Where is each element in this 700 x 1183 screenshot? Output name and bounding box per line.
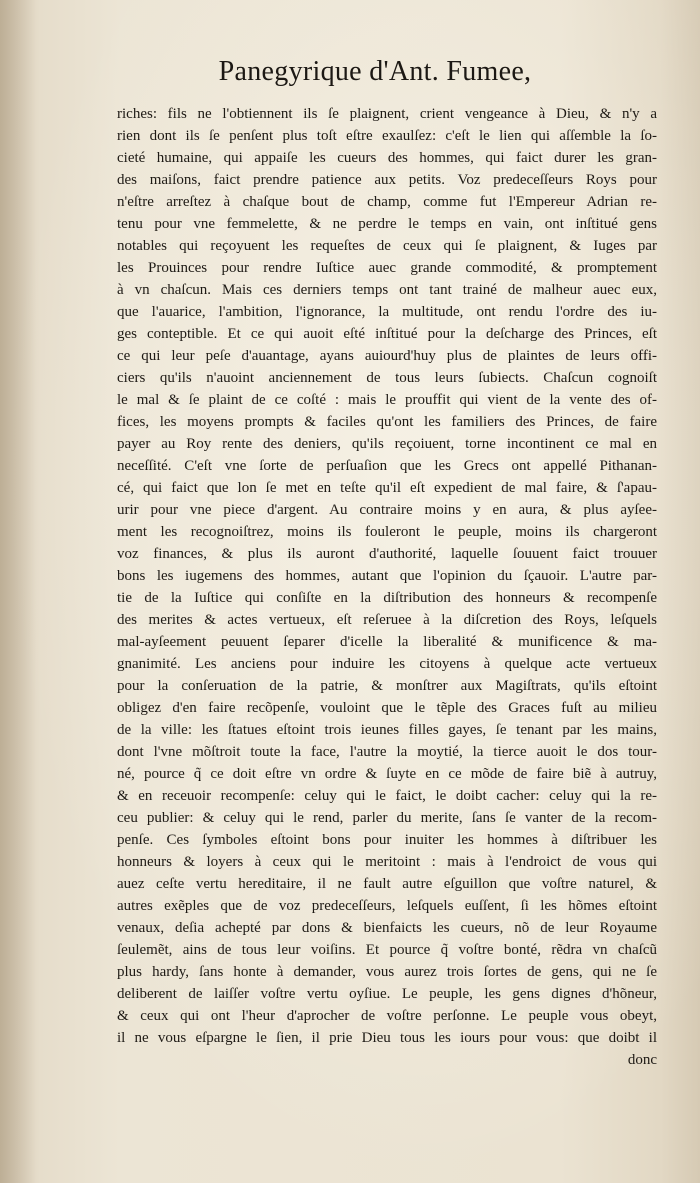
text-line: ceu publier: & celuy qui le rend, parler du merite, ſans ſe vanter de la recom-	[117, 810, 657, 826]
text-line: neceſſité. C'eſt vne ſorte de perſuaſion que les Grecs ont appellé Pithanan-	[117, 458, 657, 474]
text-line: mal-ayſeement peuuent ſeparer d'icelle la liberalité & munificence & ma-	[117, 634, 657, 650]
text-line: payer au Roy rente des deniers, qu'ils reçoiuent, torne incontinent ce mal en	[117, 436, 657, 452]
text-line: bons les iugemens des hommes, autant que l'opinion du ſçauoir. L'autre par-	[117, 568, 657, 584]
text-line: les Prouinces pour rendre Iuſtice auec grande commodité, & promptement	[117, 260, 657, 276]
running-head: Panegyrique d'Ant. Fumee,	[218, 56, 532, 87]
text-line: fices, les moyens prompts & faciles qu'ont les familiers des Princes, de faire	[117, 414, 657, 430]
text-line: penſe. Ces ſymboles eſtoint bons pour inuiter les hommes à diſtribuer les	[117, 832, 657, 848]
text-line: gnanimité. Les anciens pour induire les citoyens à quelque acte vertueux	[117, 656, 657, 672]
text-line: tie de la Iuſtice qui conſiſte en la diſtribution des honneurs & recompenſe	[117, 590, 657, 606]
text-line: ges conteptible. Et ce qui auoit eſté inſtitué pour la deſcharge des Princes, eſt	[117, 326, 657, 342]
text-line: cieté humaine, qui appaiſe les cueurs des hommes, qui faict durer les gran-	[117, 150, 657, 166]
text-line: rien dont ils ſe penſent plus toſt eſtre exaulſez: c'eſt le lien qui aſſemble la ſo-	[117, 128, 657, 144]
text-line: le mal & ſe plaint de ce coſté : mais le prouffit qui vient de la vente des of-	[117, 392, 657, 408]
text-line: plus hardy, ſans honte à demander, vous aurez trois ſortes de gens, qui ne ſe	[117, 964, 657, 980]
page-edge-shadow	[0, 0, 36, 1183]
text-line: riches: fils ne l'obtiennent ils ſe plaignent, crient vengeance à Dieu, & n'y a	[117, 106, 657, 122]
text-line: venaux, deſia achepté par dons & bienfaicts les cueurs, nõ de leur Royaume	[117, 920, 657, 936]
text-line: de la ville: les ſtatues eſtoint trois ieunes filles gayes, ſe tenant par les mains,	[117, 722, 657, 738]
text-line: notables qui reçoyuent les requeſtes de ceux qui ſe plaignent, & Iuges par	[117, 238, 657, 254]
text-line: ſeulemẽt, ains de tous leur voiſins. Et pource q̃ voſtre bonté, rẽdra vn chaſcũ	[117, 942, 657, 958]
text-line: ce qui leur peſe d'auantage, ayans auiourd'huy plus de plaintes de leurs offi-	[117, 348, 657, 364]
text-line: pour la conſeruation de la patrie, & monſtrer aux Magiſtrats, qu'ils eſtoint	[117, 678, 657, 694]
text-line: honneurs & loyers à ceux qui le meritoint : mais à l'endroict de vous qui	[117, 854, 657, 870]
text-line: cé, qui faict que lon ſe met en teſte qu'il eſt expedient de mal faire, & ſ'apau-	[117, 480, 657, 496]
text-line: urir pour vne piece d'argent. Au contraire moins y en aura, & plus ayſee-	[117, 502, 657, 518]
text-line: ment les recognoiſtrez, moins ils fouleront le peuple, moins ils chargeront	[117, 524, 657, 540]
text-line: & ceux qui ont l'heur d'aprocher de voſtre perſonne. Le peuple vous obeyt,	[117, 1008, 657, 1024]
text-line: auez ceſte vertu hereditaire, il ne fault autre eſguillon que voſtre naturel, &	[117, 876, 657, 892]
text-line: des maiſons, faict prendre patience aux petits. Voz predeceſſeurs Roys pour	[117, 172, 657, 188]
text-line: il ne vous eſpargne le ſien, il prie Dieu tous les iours pour vous: que doibt il	[117, 1030, 657, 1046]
text-line: dont l'vne mõſtroit toute la face, l'autre la moytié, la tierce auoit le dos tour-	[117, 744, 657, 760]
text-line: voz finances, & plus ils auront d'authorité, laquelle ſouuent faict trouuer	[117, 546, 657, 562]
text-line: tenu pour vne femmelette, & ne perdre le temps en vain, ont inſtitué gens	[117, 216, 657, 232]
text-line: à vn chaſcun. Mais ces derniers temps ont tant trainé de malheur auec eux,	[117, 282, 657, 298]
text-line: des merites & actes vertueux, eſt reſeruee à la diſcretion des Roys, leſquels	[117, 612, 657, 628]
text-line: n'eſtre arreſtez à chaſque bout de champ, comme fut l'Empereur Adrian re-	[117, 194, 657, 210]
body-text	[117, 103, 657, 1071]
catchword: donc	[627, 1052, 657, 1068]
text-line: autres exẽples que de voz predeceſſeurs, leſquels euſſent, ſi les hõmes eſtoint	[117, 898, 657, 914]
text-line: né, pource q̃ ce doit eſtre vn ordre & ſuyte en ce mõde de faire biẽ à autruy,	[117, 766, 657, 782]
text-line: obligez d'en faire recõpenſe, vouloint que le tẽple des Graces fuſt au milieu	[117, 700, 657, 716]
text-line: ciers qu'ils n'auoint anciennement de tous leurs ſubiects. Chaſcun cognoiſt	[117, 370, 657, 386]
text-line: & en receuoir recompenſe: celuy qui le faict, le doibt cacher: celuy qui la re-	[117, 788, 657, 804]
text-line: deliberent de laiſſer voſtre vertu oyſiue. Le peuple, les gens dignes d'hõneur,	[117, 986, 657, 1002]
text-line: que l'auarice, l'ambition, l'ignorance, la multitude, ont rendu l'ordre des iu-	[117, 304, 657, 320]
